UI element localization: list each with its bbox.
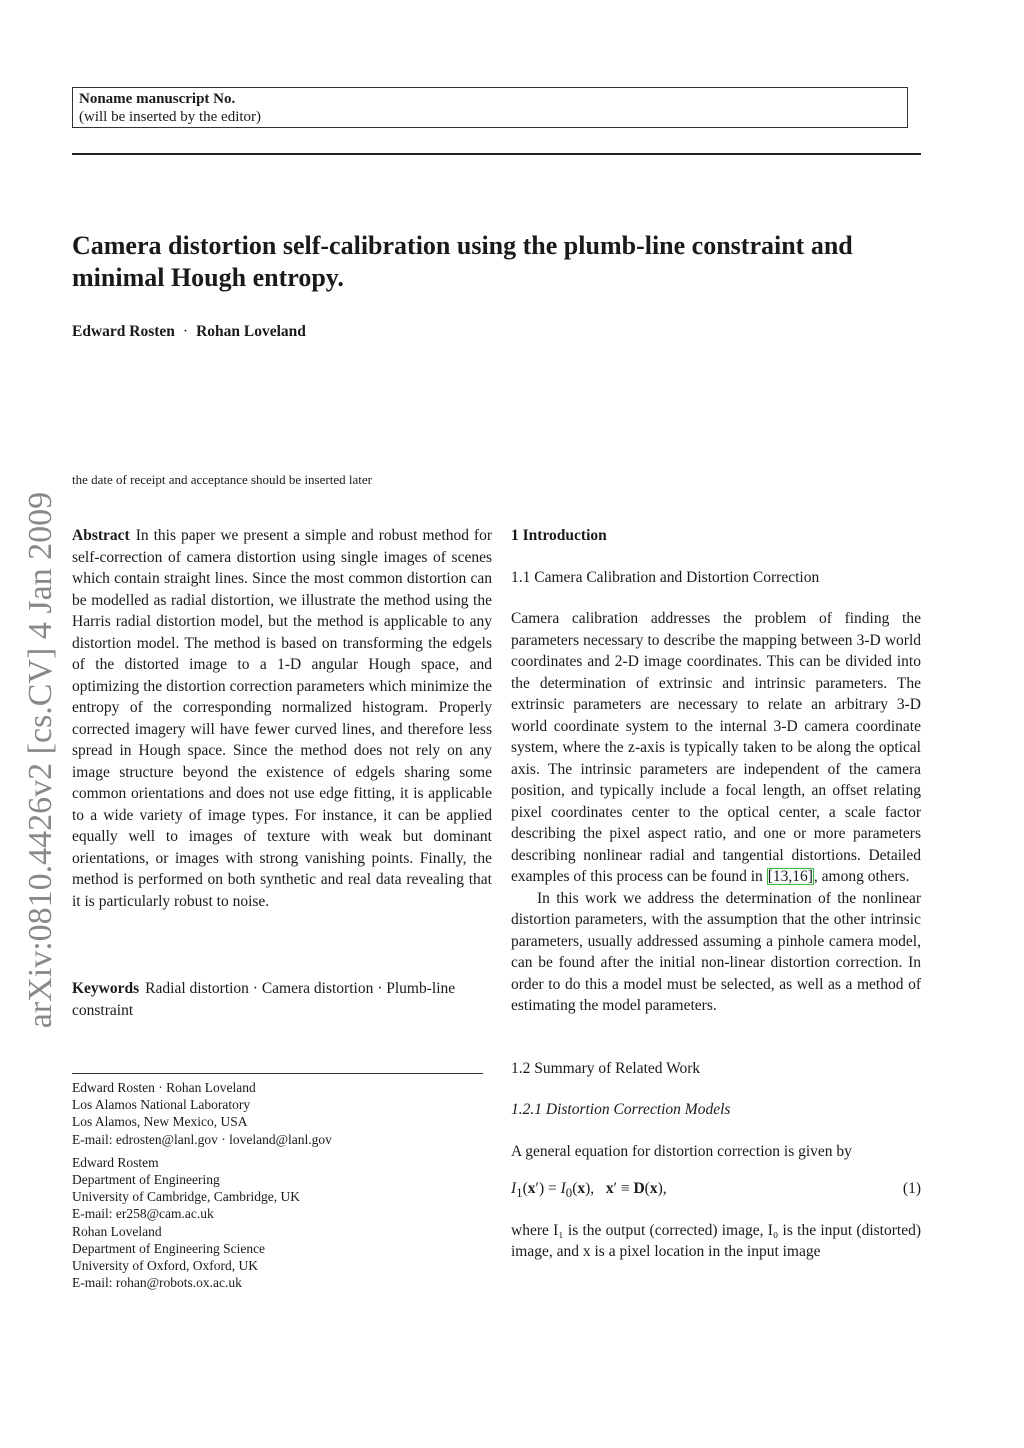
abstract-label: Abstract [72, 527, 130, 544]
keywords [72, 978, 482, 1021]
author-list [72, 323, 306, 341]
receipt-note: the date of receipt and acceptance should be inserted later [72, 472, 372, 487]
affiliation-line: Rohan Loveland [72, 1223, 162, 1239]
footnote-rule [72, 1073, 483, 1074]
manuscript-number: Noname manuscript No. [79, 91, 236, 107]
header-rule [72, 153, 921, 155]
manuscript-box [72, 87, 908, 128]
subsubsection-heading: 1.2.1 Distortion Correction Models [511, 1101, 731, 1118]
affiliation-email[interactable]: E-mail: er258@cam.ac.uk [72, 1206, 214, 1222]
equation [511, 1178, 921, 1204]
author-name: Rohan Loveland [196, 323, 306, 340]
arxiv-id: arXiv:0810.4426v2 [cs.CV] 4 Jan 2009 [22, 491, 59, 1029]
affiliation-line: Edward Rostem [72, 1154, 159, 1170]
affiliation-line: Department of Engineering [72, 1172, 220, 1188]
affiliation-line: Department of Engineering Science [72, 1240, 266, 1256]
affiliation-line: University of Oxford, Oxford, UK [72, 1258, 258, 1274]
body-column [511, 525, 921, 1263]
equation-body: $I_1(x') = I_0(x)$, x′ ≡ D(x), [511, 1180, 667, 1201]
affiliation-line: Los Alamos, New Mexico, USA [72, 1114, 248, 1130]
author-separator: · [182, 323, 189, 340]
citation-link[interactable]: [13,16] [767, 868, 813, 885]
affiliation-line: University of Cambridge, Cambridge, UK [72, 1189, 300, 1205]
subsection-heading: 1.2 Summary of Related Work [511, 1059, 701, 1077]
affiliation-block [72, 1154, 492, 1292]
affiliation-line: Los Alamos National Laboratory [72, 1097, 251, 1113]
paper-title: Camera distortion self-calibration using the plumb-line constraint and minimal Hough entropy. [72, 231, 853, 292]
affiliation-email[interactable]: E-mail: edrosten@lanl.gov · loveland@lanl.gov [72, 1131, 332, 1147]
abstract-text: In this paper we present a simple and robust method for self-correction of camera distortion using single images of scenes which contain straight lines. Since the most common distortion can be modelled as radial distortion, we illustrate the method using the Harris radial distortion model, but the method is applicable to any distortion model. The method is based on transforming the edgels of the distorted image to a 1-D angular Hough space, and optimizing the distortion correction parameters which minimize the entropy of the corresponding normalized histogram. Properly corrected imagery will have fewer curved lines, and therefore less spread in Hough space. Since the method does not rely on any image structure beyond the existence of edgels sharing some common orientations and does not use edge fitting, it is applicable to a wide variety of image types. For instance, it can be applied equally well to images of texture with weak but dominant orientations, or images with strong vanishing points. Finally, the method is performed on both synthetic and real data revealing that it is particularly robust to noise. [72, 527, 492, 910]
affiliation-block [72, 1079, 492, 1148]
paragraph: A general equation for distortion correction is given by [511, 1142, 852, 1160]
section-heading: 1 Introduction [511, 527, 607, 544]
paragraph-text: Camera calibration addresses the problem of finding the parameters necessary to describe the mapping between 3-D world coordinates and 2-D image coordinates. This can be divided into the determination of extrinsic and intrinsic parameters. The extrinsic parameters are necessary to relate an arbitrary 3-D world coordinate system to the internal 3-D camera coordinate system, where the z-axis is typically taken to be along the optical axis. The intrinsic parameters are independent of the camera position, and typically include a focal length, an offset relating pixel coordinates center to the optical center, a scale factor describing the pixel aspect ratio, and one or more parameters describing nonlinear radial and tangential distortions. Detailed examples of this process can be found in [511, 610, 921, 885]
affiliation-line: Edward Rosten · Rohan Loveland [72, 1080, 256, 1095]
equation-number: (1) [902, 1180, 921, 1197]
keywords-label: Keywords [72, 980, 140, 997]
editor-note: (will be inserted by the editor) [79, 109, 262, 125]
paragraph-text: , among others. [813, 868, 910, 885]
paragraph [511, 608, 921, 888]
subsection-heading: 1.1 Camera Calibration and Distortion Correction [511, 568, 820, 586]
affiliation-email[interactable]: E-mail: rohan@robots.ox.ac.uk [72, 1275, 242, 1291]
affiliations [72, 1079, 492, 1297]
abstract [72, 525, 492, 912]
author-name: Edward Rosten [72, 323, 175, 340]
keywords-text: Radial distortion · Camera distortion · Plumb-line constraint [72, 980, 456, 1019]
paragraph: In this work we address the determination of the nonlinear distortion parameters, with the assumption that the other intrinsic parameters, usually addressed assuming a pinhole camera model, can be found after the initial non-linear distortion correction. In order to do this a model must be selected, as well as a method of estimating the model parameters. [511, 889, 921, 1014]
paragraph: where I₁ is the output (corrected) image, I₀ is the input (distorted) image, and x is a pixel location in the input image [511, 1221, 921, 1261]
